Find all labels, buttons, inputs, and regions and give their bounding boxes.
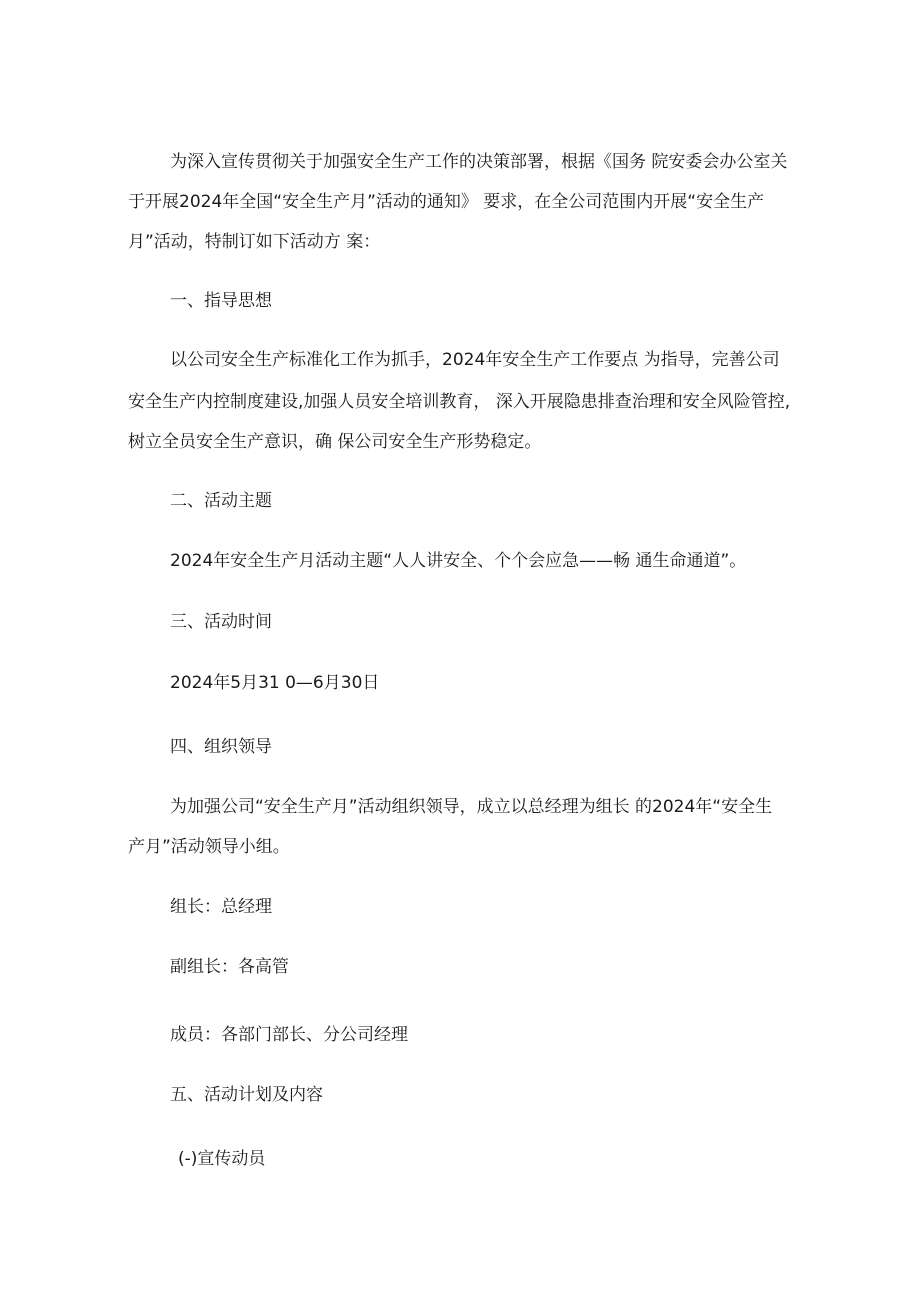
section-4-heading: 四、组织领导 — [170, 737, 272, 757]
section-1-heading: 一、指导思想 — [170, 291, 272, 311]
group-members: 成员：各部门部长、分公司经理 — [170, 1025, 408, 1045]
section-4-line-2: 产月”活动领导小组。 — [128, 837, 290, 857]
section-3-body: 2024年5月31 0—6月30日 — [170, 673, 380, 693]
section-1-line-2: 安全生产内控制度建设,加强人员安全培训教育， 深入开展隐患排查治理和安全风险管控, — [128, 392, 791, 412]
section-1-line-1: 以公司安全生产标准化工作为抓手，2024年安全生产工作要点 为指导，完善公司 — [170, 350, 780, 370]
section-1-line-3: 树立全员安全生产意识，确 保公司安全生产形势稳定。 — [128, 432, 542, 452]
intro-line-3: 月”活动，特制订如下活动方 案： — [128, 232, 381, 252]
intro-line-2: 于开展2024年全国“安全生产月”活动的通知》 要求，在全公司范围内开展“安全生产 — [128, 192, 765, 212]
section-4-line-1: 为加强公司“安全生产月”活动组织领导，成立以总经理为组长 的2024年“安全生 — [170, 797, 773, 817]
section-5-heading: 五、活动计划及内容 — [170, 1085, 323, 1105]
section-2-body: 2024年安全生产月活动主题“人人讲安全、个个会应急——畅 通生命通道”。 — [170, 551, 747, 571]
intro-line-1: 为深入宣传贯彻关于加强安全生产工作的决策部署，根据《国务 院安委会办公室关 — [170, 152, 788, 172]
group-deputy: 副组长：各高管 — [170, 957, 289, 977]
section-3-heading: 三、活动时间 — [170, 612, 272, 632]
section-5-subheading-1: (-)宣传动员 — [178, 1149, 266, 1169]
group-leader: 组长：总经理 — [170, 897, 272, 917]
section-2-heading: 二、活动主题 — [170, 491, 272, 511]
